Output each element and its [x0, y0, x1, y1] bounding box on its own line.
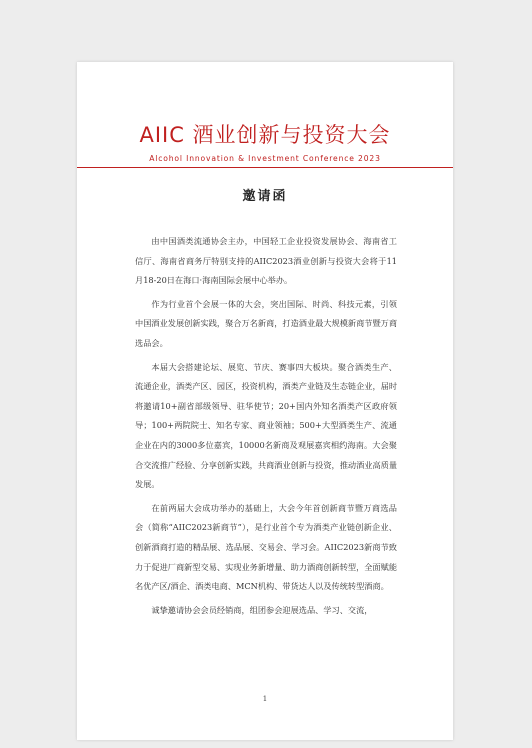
paragraph-3: 本届大会搭建论坛、展览、节庆、赛事四大板块。聚合酒类生产、流通企业，酒类产区、园区，投资机构，酒类产业链及生态链企业，届时将邀请10+副省部级领导、驻华使节；20+国内外知名酒类产区政府领导；100+两院院士、知名专家、商业领袖；500+大型酒类生产、流通企业在内的3000多位嘉宾，10000名新商及观展嘉宾相约海南。大会聚合交流推广经验、分享创新实践，共商酒业创新与投资，推动酒业高质量发展。	[135, 361, 398, 490]
title-divider	[77, 167, 453, 168]
paragraph-2: 作为行业首个会展一体的大会，突出国际、时尚、科技元素，引领中国酒业发展创新实践，聚合万名新商，打造酒业最大规模新商节暨万商选品会。	[135, 298, 398, 348]
document-page	[77, 62, 453, 740]
conference-subtitle: Alcohol Innovation & Investment Conference 2023	[149, 154, 381, 163]
page-number: 1	[262, 695, 268, 703]
document-body	[135, 232, 397, 624]
paragraph-4: 在前两届大会成功举办的基础上，大会今年首创新商节暨万商选品会（简称“AIIC2023新商节”），是行业首个专为酒类产业链创新企业、创新酒商打造的精品展、选品展、交易会、学习会。AIIC2023新商节致力于促进厂商新型交易、实现业务新增量、助力酒商创新转型，全面赋能名优产区/酒企、酒类电商、MCN机构、带货达人以及传统转型酒商。	[135, 502, 398, 592]
paragraph-5: 诚挚邀请协会会员经销商，组团参会迎展选品、学习、交流，	[151, 604, 373, 615]
conference-title: AIIC 酒业创新与投资大会	[139, 123, 391, 147]
invitation-heading: 邀请函	[242, 189, 288, 204]
paragraph-1: 由中国酒类流通协会主办，中国轻工企业投资发展协会、海南省工信厅、海南省商务厅特别支持的AIIC2023酒业创新与投资大会将于11月18-20日在海口·海南国际会展中心举办。	[135, 236, 397, 286]
